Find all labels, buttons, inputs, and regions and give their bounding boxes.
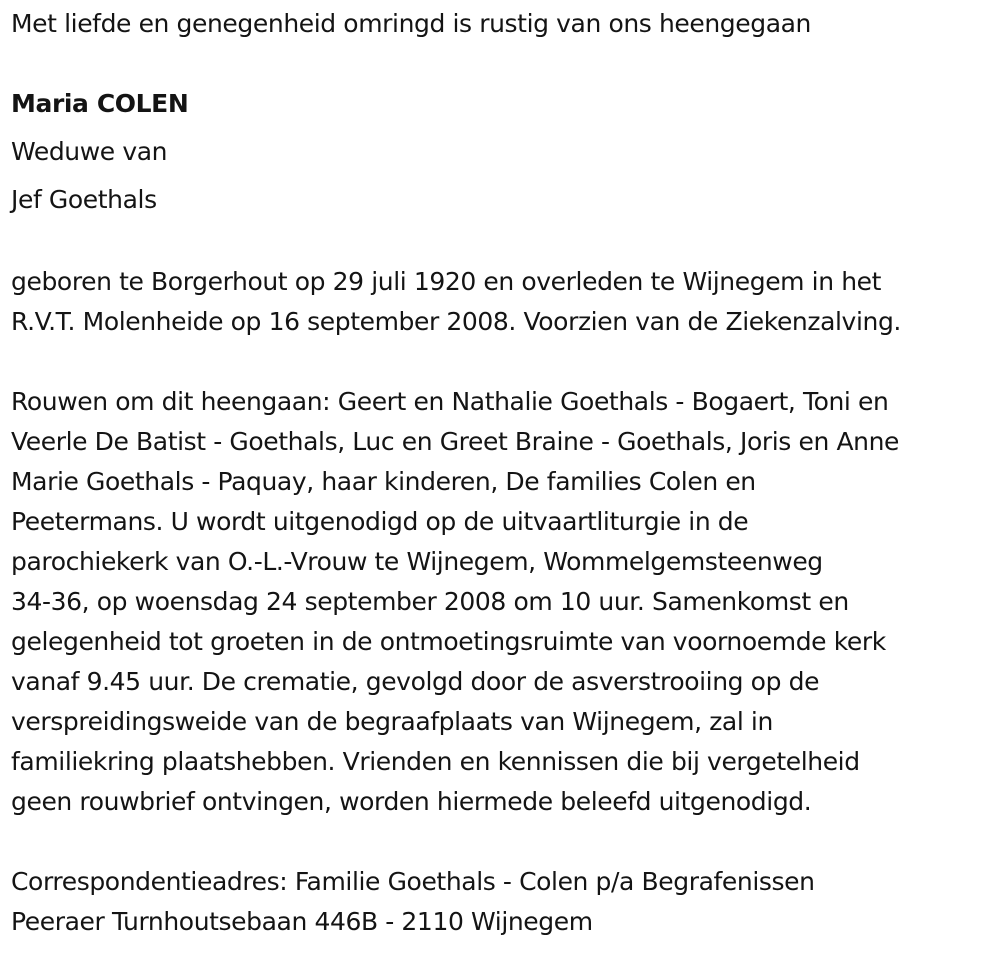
paragraph-line: familiekring plaatshebben. Vrienden en kennissen die bij vergetelheid bbox=[11, 747, 860, 776]
spouse-name: Jef Goethals bbox=[11, 185, 157, 214]
paragraph-line: Peetermans. U wordt uitgenodigd op de uitvaartliturgie in de bbox=[11, 507, 749, 536]
intro-text: Met liefde en genegenheid omringd is rustig van ons heengegaan bbox=[11, 9, 812, 38]
paragraph-line: parochiekerk van O.-L.-Vrouw te Wijnegem, Wommelgemsteenweg bbox=[11, 547, 823, 576]
correspondence-address bbox=[11, 862, 815, 942]
paragraph-line: R.V.T. Molenheide op 16 september 2008. Voorzien van de Ziekenzalving. bbox=[11, 307, 901, 336]
paragraph-line: Peeraer Turnhoutsebaan 446B - 2110 Wijnegem bbox=[11, 907, 593, 936]
paragraph-line: geen rouwbrief ontvingen, worden hiermede beleefd uitgenodigd. bbox=[11, 787, 812, 816]
mourners-paragraph bbox=[11, 382, 899, 822]
birth-death-paragraph bbox=[11, 262, 901, 342]
paragraph-line: Rouwen om dit heengaan: Geert en Nathalie Goethals - Bogaert, Toni en bbox=[11, 387, 889, 416]
paragraph-line: gelegenheid tot groeten in de ontmoetingsruimte van voornoemde kerk bbox=[11, 627, 886, 656]
widow-of-label: Weduwe van bbox=[11, 137, 168, 166]
deceased-name: Maria COLEN bbox=[11, 89, 189, 118]
paragraph-line: 34-36, op woensdag 24 september 2008 om 10 uur. Samenkomst en bbox=[11, 587, 849, 616]
paragraph-line: vanaf 9.45 uur. De crematie, gevolgd door de asverstrooiing op de bbox=[11, 667, 820, 696]
paragraph-line: Marie Goethals - Paquay, haar kinderen, De families Colen en bbox=[11, 467, 756, 496]
paragraph-line: verspreidingsweide van de begraafplaats van Wijnegem, zal in bbox=[11, 707, 773, 736]
paragraph-line: Correspondentieadres: Familie Goethals - Colen p/a Begrafenissen bbox=[11, 867, 815, 896]
paragraph-line: Veerle De Batist - Goethals, Luc en Greet Braine - Goethals, Joris en Anne bbox=[11, 427, 900, 456]
paragraph-line: geboren te Borgerhout op 29 juli 1920 en overleden te Wijnegem in het bbox=[11, 267, 882, 296]
